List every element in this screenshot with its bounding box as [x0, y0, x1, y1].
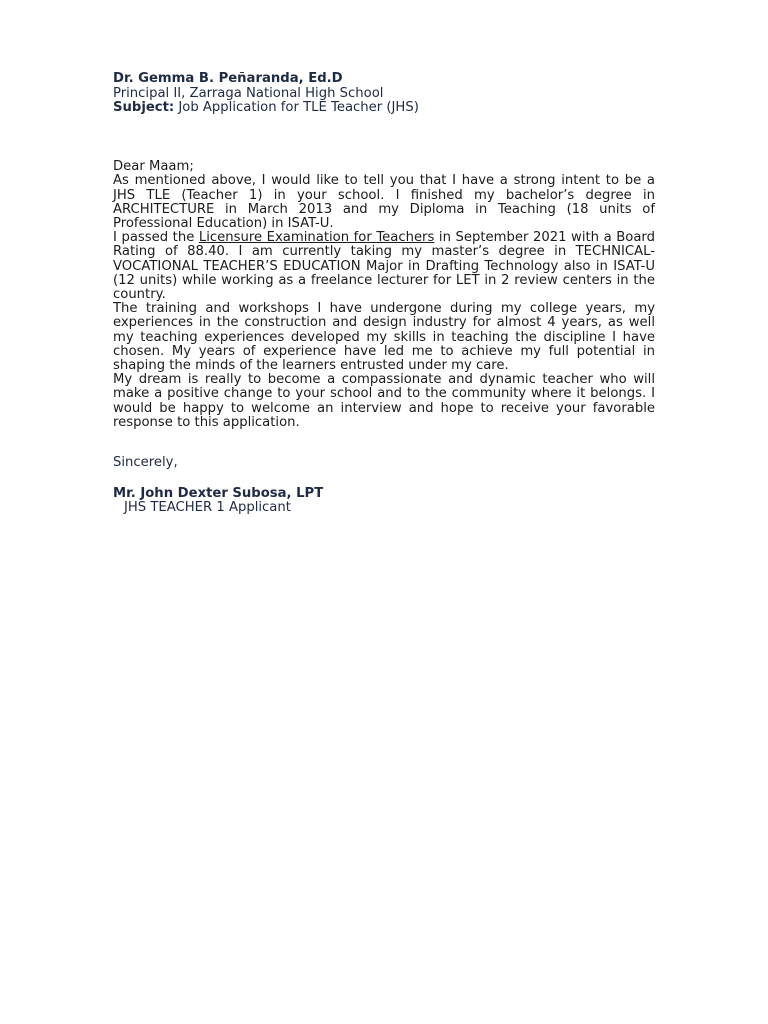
subject-line — [113, 101, 655, 116]
subject-label: Subject: — [113, 100, 175, 116]
paragraph-licensure — [113, 231, 655, 302]
paragraph-licensure-rest: in September 2021 with a Board Rating of 88.40. I am currently taking my master’s degree in TECHNICAL-VOCATIONAL TEACHER’S EDUCATION Major in Drafting Technology also in ISAT-U (12 units) while working as a freelance lecturer for LET in 2 review centers in the country. — [113, 230, 655, 302]
paragraph-intent: As mentioned above, I would like to tell you that I have a strong intent to be a JHS TLE (Teacher 1) in your school. I finished my bachelor’s degree in ARCHITECTURE in March 2013 and my Diploma in Teaching (18 units of Professional Education) in ISAT-U. — [113, 173, 655, 231]
paragraph-licensure-start: I passed the — [113, 230, 199, 246]
paragraph-dream: My dream is really to become a compassionate and dynamic teacher who will make a positive change to your school and to the community where it belongs. I would be happy to welcome an interview and hope to receive your favorable response to this application. — [113, 372, 655, 430]
recipient-name: Dr. Gemma B. Peñaranda, Ed.D — [113, 71, 343, 86]
recipient-position: Principal II, Zarraga National High School — [113, 85, 384, 101]
subject-text: Job Application for TLE Teacher (JHS) — [174, 100, 419, 116]
recipient-block — [113, 72, 655, 116]
licensure-exam-link[interactable]: Licensure Examination for Teachers — [198, 230, 435, 246]
paragraph-experience: The training and workshops I have undergone during my college years, my experiences in the construction and design industry for almost 4 years, as well my teaching experiences developed my skills in teaching the discipline I have chosen. My years of experience have led me to achieve my full potential in shaping the minds of the learners entrusted under my care. — [113, 301, 655, 374]
signer-name: Mr. John Dexter Subosa, LPT — [113, 485, 324, 501]
signer-title: JHS TEACHER 1 Applicant — [124, 500, 291, 516]
closing: Sincerely, — [113, 455, 178, 471]
letter-page — [113, 70, 655, 516]
salutation: Dear Maam; — [113, 158, 194, 174]
